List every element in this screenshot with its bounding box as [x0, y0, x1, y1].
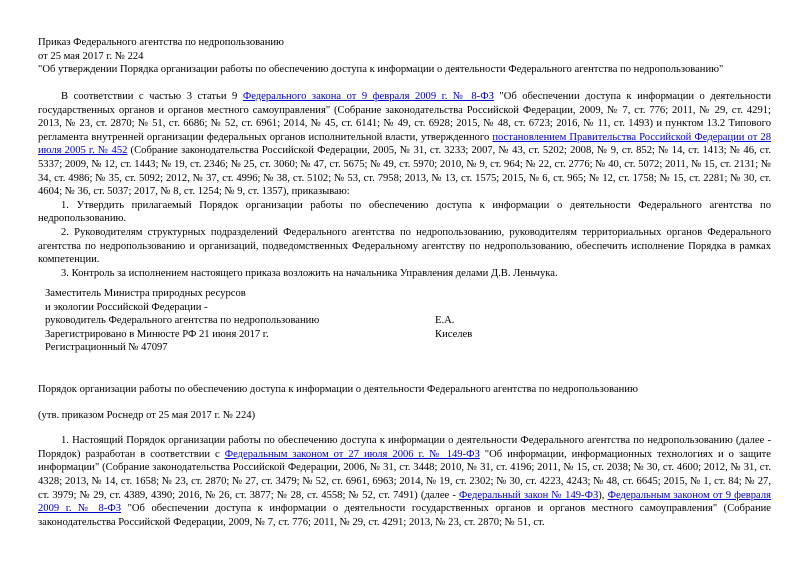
document-header	[38, 36, 771, 77]
procedure-paragraph-1: 1. Настоящий Порядок организации работы по обеспечению доступа к информации о деятельности Федерального агентства по недропользованию (далее - Порядок) разработан в соответствии с Федеральным законом от 27 июля 2006 г. № 149-ФЗ "Об информации, информационных технологиях и о защите информации" (Собрание законодательства Российской Федерации, 2006, № 31, ст. 3448; 2010, № 31, ст. 4196; 2011, № 15, ст. 2038; № 30, ст. 4600; 2012, № 31, ст. 4328; 2013, № 14, ст. 1658; № 23, ст. 2870; № 27, ст. 3479; № 52, ст. 6961, 6963; 2014, № 19, ст. 2302; № 30, ст. 4223, 4243; № 48, ст. 6645; 2015, № 1, ст. 84; № 27, ст. 3979; № 29, ст. 4389, 4390; 2016, № 26, ст. 3877; № 28, ст. 4558; № 52, ст. 7491) (далее - Федеральный закон № 149-ФЗ), Федеральным законом от 9 февраля 2009 г. № 8-ФЗ "Об обеспечении доступа к информации о деятельности государственных органов и органов местного самоуправления" (Собрание законодательства Российской Федерации, 2009, № 7, ст. 776; 2011, № 29, ст. 4291; 2013, № 23, ст. 2870; № 51, ст.	[38, 435, 771, 528]
signer-position-1: Заместитель Министра природных ресурсов	[45, 288, 246, 299]
registration-number: Регистрационный № 47097	[45, 342, 168, 354]
law-149fz-link[interactable]: Федеральным законом от 27 июля 2006 г. № 149-ФЗ	[224, 448, 480, 460]
procedure-title: Порядок организации работы по обеспечению доступа к информации о деятельности Федерального агентства по недропользованию	[38, 384, 638, 395]
preamble-paragraph: В соответствии с частью 3 статьи 9 Федерального закона от 9 февраля 2009 г. № 8-ФЗ "Об обеспечении доступа к информации о деятельности государственных органов и органов местного самоуправления" (Собрание законодательства Российской Федерации, 2009, № 7, ст. 776; 2011, № 29, ст. 4291; 2013, № 23, ст. 2870; № 51, ст. 6686; № 52, ст. 6961; 2014, № 45, ст. 6141; № 49, ст. 6928; 2015, № 48, ст. 6723; 2016, № 11, ст. 1493) и пунктом 13.2 Типового регламента внутренней организации федеральных органов исполнительной власти, утвержденного постановлением Правительства Российской Федерации от 28 июля 2005 г. № 452 (Собрание законодательства Российской Федерации, 2005, № 31, ст. 3233; 2007, № 43, ст. 5202; 2008, № 9, ст. 852; № 14, ст. 1413; № 46, ст. 5337; 2009, № 12, ст. 1443; № 19, ст. 2346; № 25, ст. 3060; № 47, ст. 5675; № 49, ст. 5970; 2010, № 9, ст. 964; № 22, ст. 2776; № 40, ст. 5072; 2011, № 15, ст. 2131; № 34, ст. 4986; № 35, ст. 5092; 2012, № 37, ст. 4996; № 38, ст. 5102; № 53, ст. 7958; 2013, № 13, ст. 1575; 2015, № 6, ст. 965; № 12, ст. 1758; № 15, ст. 2281; № 30, ст. 4604; № 36, ст. 5037; 2017, № 8, ст. 1254; № 9, ст. 1357), приказываю:	[38, 91, 771, 198]
law-8fz-link-2[interactable]: Федеральным законом от 9 февраля 2009 г. № 8-ФЗ	[38, 489, 771, 515]
preamble-section	[38, 90, 771, 280]
procedure-section	[38, 383, 771, 529]
order-subject: "Об утверждении Порядка организации работы по обеспечению доступа к информации о деятельности Федерального агентства по недропользованию"	[38, 64, 724, 76]
law-149fz-short-link[interactable]: Федеральный закон № 149-ФЗ	[459, 489, 599, 501]
order-item-1: 1. Утвердить прилагаемый Порядок организации работы по обеспечению доступа к информации о деятельности Федерального агентства по недропользованию.	[38, 199, 771, 225]
order-date: от 25 мая 2017 г. № 224	[38, 50, 144, 62]
signer-position-2: и экологии Российской Федерации -	[45, 301, 208, 313]
signature-block	[45, 287, 473, 355]
law-8fz-link[interactable]: Федерального закона от 9 февраля 2009 г. № 8-ФЗ	[242, 91, 494, 102]
signer-name: Е.А. Киселев	[435, 315, 473, 340]
signer-position-3: руководитель Федерального агентства по недропользованию	[45, 315, 320, 327]
resolution-452-link[interactable]: постановлением Правительства Российской Федерации от 28 июля 2005 г. № 452	[38, 131, 771, 157]
registration-date: Зарегистрировано в Минюсте РФ 21 июня 2017 г.	[45, 328, 269, 340]
order-item-2: 2. Руководителям структурных подразделений Федерального агентства по недропользованию, руководителям территориальных органов Федерального агентства по недропользованию и организаций, подведомственных Федеральному агентству по недропользованию, обеспечить исполнение Порядка в рамках компетенции.	[38, 226, 771, 266]
order-title: Приказ Федерального агентства по недропользованию	[38, 37, 284, 48]
order-item-3: 3. Контроль за исполнением настоящего приказа возложить на начальника Управления делами Д.В. Леньчука.	[61, 267, 558, 279]
procedure-approved-note: (утв. приказом Роснедр от 25 мая 2017 г. № 224)	[38, 409, 256, 421]
